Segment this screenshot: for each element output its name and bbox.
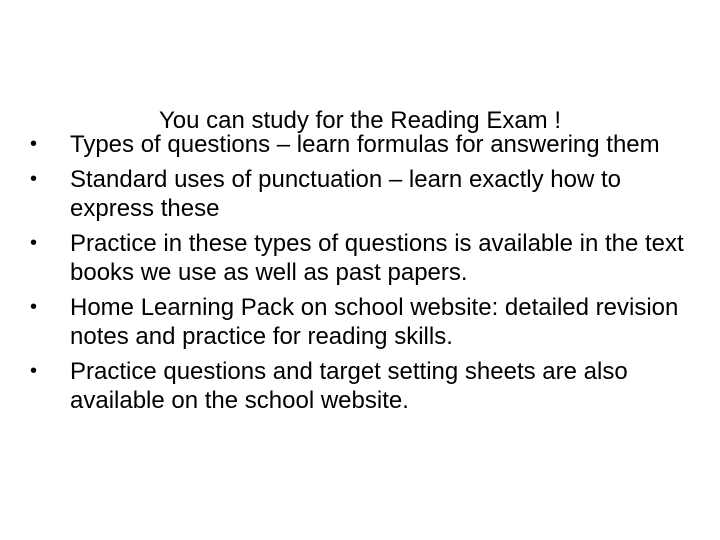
list-item: [30, 357, 700, 415]
list-item: [30, 293, 700, 351]
bullet-icon: •: [30, 360, 38, 382]
slide-title: You can study for the Reading Exam !: [158, 107, 562, 134]
list-item: [30, 229, 700, 287]
list-item: [30, 130, 700, 159]
bullet-text: Standard uses of punctuation – learn exactly how to express these: [70, 166, 622, 222]
bullet-icon: •: [30, 133, 38, 155]
bullet-text: Home Learning Pack on school website: detailed revision notes and practice for reading skills.: [70, 294, 679, 350]
bullet-icon: •: [30, 232, 38, 254]
bullet-text: Practice in these types of questions is available in the text books we use as well as past papers.: [70, 230, 684, 286]
list-item: [30, 165, 700, 223]
bullet-icon: •: [30, 296, 38, 318]
bullet-text: Practice questions and target setting sheets are also available on the school website.: [70, 358, 628, 414]
bullet-text: Types of questions – learn formulas for answering them: [70, 131, 660, 158]
bullet-icon: •: [30, 168, 38, 190]
bullet-list: [30, 130, 700, 421]
